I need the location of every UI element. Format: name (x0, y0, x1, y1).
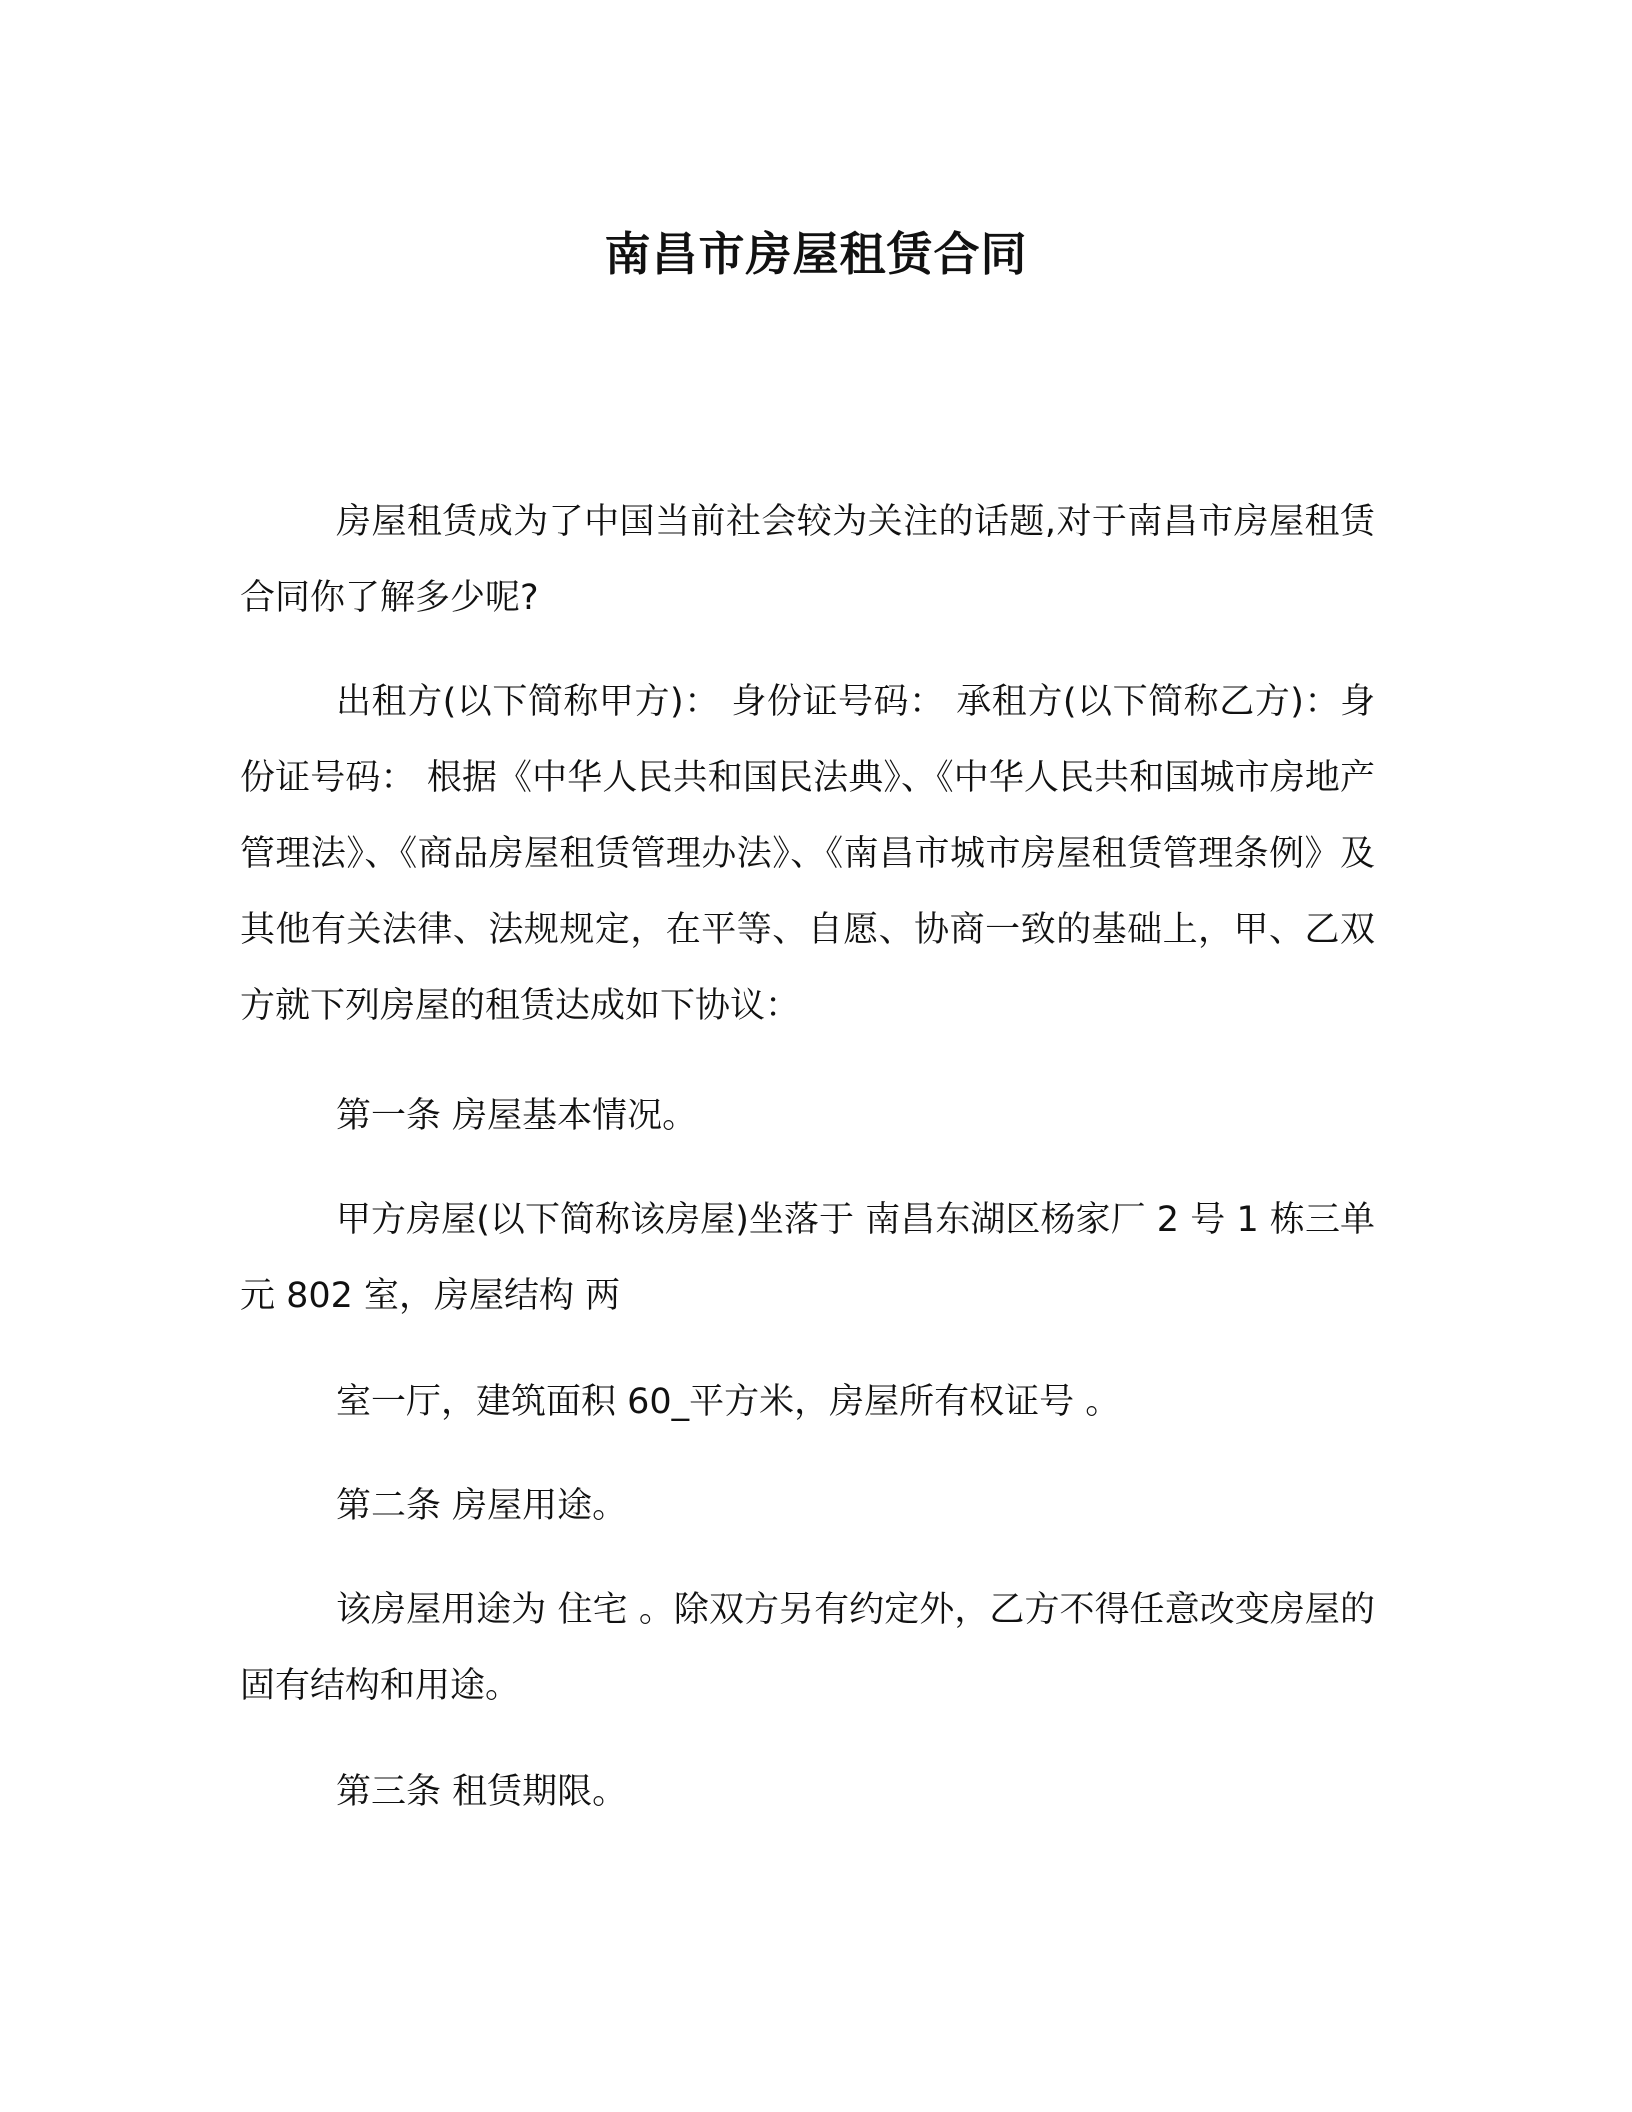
paragraph-intro: 房屋租赁成为了中国当前社会较为关注的话题,对于南昌市房屋租赁合同你了解多少呢? (240, 502, 1375, 618)
paragraph-property-use: 该房屋用途为 住宅 。除双方另有约定外，乙方不得任意改变房屋的固有结构和用途。 (240, 1590, 1375, 1706)
article-heading-1: 第一条 房屋基本情况。 (336, 1096, 698, 1136)
document-title: 南昌市房屋租赁合同 (604, 227, 1028, 281)
article-heading-3: 第三条 租赁期限。 (336, 1772, 628, 1812)
paragraph-property-location: 甲方房屋(以下简称该房屋)坐落于 南昌东湖区杨家厂 2 号 1 栋三单元 802 室，房屋结构 两 (240, 1200, 1375, 1316)
paragraph-parties: 出租方(以下简称甲方)： 身份证号码： 承租方(以下简称乙方)：身份证号码： 根据《中华人民共和国民法典》、《中华人民共和国城市房地产管理法》、《商品房屋租赁管理办法》、《南昌市城市房屋租赁管理条例》及其他有关法律、法规规定，在平等、自愿、协商一致的基础上，甲、乙双方就下列房屋的租赁达成如下协议： (240, 682, 1375, 1026)
article-heading-2: 第二条 房屋用途。 (336, 1486, 628, 1526)
paragraph-property-area: 室一厅，建筑面积 60_平方米，房屋所有权证号 。 (336, 1382, 1121, 1422)
